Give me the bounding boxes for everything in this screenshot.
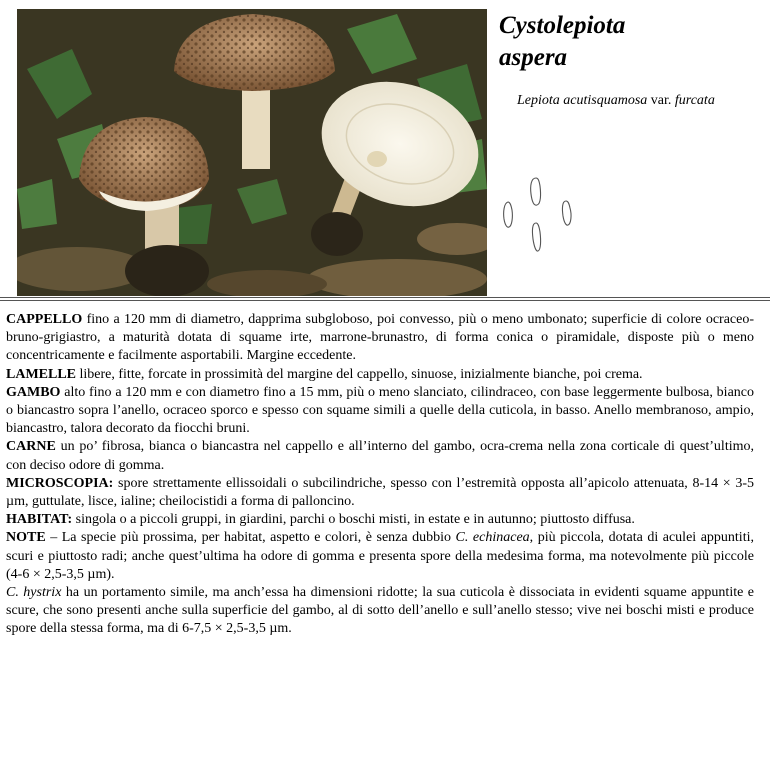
section-text: alto fino a 120 mm e con diametro fino a 15 mm, più o meno slanciato, cilindraceo, con base leggermente bulbosa, bianco o biancastro sopra l’anello, ocraceo sporco e spesso con squame simili a quelle della cuticola, in basso. Anello membranoso, ampio, biancastro, talora decorato da fiocchi bruni.	[6, 384, 754, 437]
section-label: CAPPELLO	[6, 312, 83, 327]
species-name: aspera	[499, 44, 568, 71]
spore-4	[532, 223, 540, 251]
spore-outline-icon	[498, 172, 578, 262]
synonym-rank: var.	[650, 93, 672, 108]
section-text: singola o a piccoli gruppi, in giardini, parchi o boschi misti, in estate e in autunno; piuttosto diffusa.	[72, 512, 635, 528]
mushroom-photo	[17, 9, 487, 296]
section-text: – La specie più prossima, per habitat, aspetto e colori, è senza dubbio	[45, 530, 456, 546]
section-label: MICROSCOPIA:	[6, 475, 114, 491]
section-lamelle	[6, 366, 754, 384]
section-label: LAMELLE	[6, 366, 77, 382]
section-habitat	[6, 511, 754, 529]
section-note	[6, 529, 754, 584]
spore-2	[504, 202, 513, 227]
section-text: un po’ fibrosa, bianca o biancastra nel cappello e all’interno del gambo, ocra-crema nella zona corticale di quest’ultimo, con deciso odore di gomma.	[6, 439, 754, 473]
synonym	[517, 93, 715, 109]
section-gambo	[6, 384, 754, 439]
divider-bottom	[0, 300, 770, 301]
section-text: fino a 120 mm di diametro, dapprima subgloboso, poi convesso, più o meno umbonato; superficie di colore ocraceo-bruno-grigiastro, a maturità dotata di squame irte, marrone-brunastro, di forma conica o piramidale, disposte più o meno concentricamente e facilmente asportabili. Margine eccedente.	[6, 312, 754, 364]
spore-1	[531, 178, 541, 205]
section-label: HABITAT:	[6, 512, 73, 528]
section-microscopia	[6, 475, 754, 511]
section-text: libere, fitte, forcate in prossimità del margine del cappello, sinuose, inizialmente bianche, poi crema.	[76, 366, 643, 382]
spore-3	[562, 201, 571, 225]
section-label: GAMBO	[6, 384, 61, 400]
section-label: NOTE	[6, 530, 46, 546]
section-text: spore strettamente ellissoidali o subcilindriche, spesso con l’estremità opposta all’apicolo attenuata, 8-14 × 3-5 µm, guttulate, lisce, ialine; cheilocistidi a forma di palloncino.	[6, 475, 754, 510]
species-ref: C. echinacea	[455, 530, 530, 546]
section-cappello	[6, 311, 754, 366]
species-title	[499, 10, 759, 74]
synonym-variety: furcata	[674, 93, 715, 108]
genus-name: Cystolepiota	[499, 12, 626, 39]
section-hystrix	[6, 584, 754, 639]
divider-top	[0, 297, 770, 298]
species-ref: C. hystrix	[6, 585, 62, 601]
section-carne	[6, 438, 754, 474]
section-text: , più piccola, dotata di aculei appuntiti, scuri e piuttosto radi; anche quest’ultima ha odore di gomma e presenta spore della medesima forma, ma notevolmente più piccole (4-6 × 2,5-3,5 µm).	[6, 530, 754, 582]
synonym-name: Lepiota acutisquamosa	[517, 93, 648, 108]
description	[6, 311, 754, 639]
section-label: CARNE	[6, 439, 56, 455]
section-text: ha un portamento simile, ma anch’essa ha dimensioni ridotte; la sua cuticola è dissociata in evidenti squame appuntite e scure, che sono presenti anche sulla superficie del gambo, al di sotto dell’anello e sull’anello stesso; vive nei boschi misti e produce spore della stessa forma, ma di 6-7,5 × 2,5-3,5 µm.	[6, 585, 754, 637]
